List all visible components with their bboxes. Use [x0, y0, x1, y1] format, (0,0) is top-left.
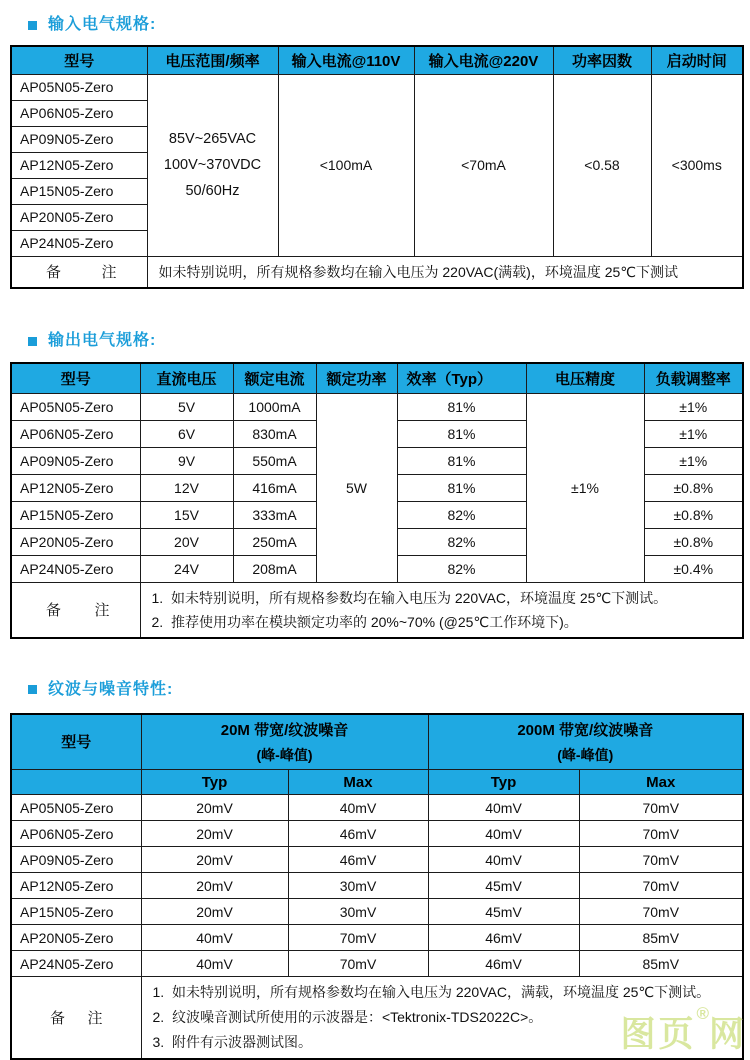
load-regulation-cell: ±1%: [644, 420, 743, 447]
efficiency-cell: 82%: [397, 501, 526, 528]
header-cell-model: 型号: [11, 363, 140, 393]
typ-20m-cell: 20mV: [141, 795, 288, 821]
table-row: [11, 925, 743, 951]
voltage-range-line: 85V~265VAC: [148, 126, 278, 152]
max-200m-cell: 70mV: [579, 847, 743, 873]
typ-20m-cell: 20mV: [141, 821, 288, 847]
remark-label-char: 注: [101, 261, 116, 282]
model-cell: AP09N05-Zero: [11, 447, 140, 474]
typ-20m-cell: 40mV: [141, 951, 288, 977]
bw200-title: 200M 带宽/纹波噪音: [429, 718, 743, 744]
header-cell-load-regulation: 负载调整率: [644, 363, 743, 393]
remark-line: 2. 纹波噪音测试所使用的示波器是：<Tektronix-TDS2022C>。: [153, 1005, 743, 1030]
model-cell: AP05N05-Zero: [11, 74, 147, 100]
efficiency-cell: 82%: [397, 528, 526, 555]
remark-line: 2. 推荐使用功率在模块额定功率的 20%~70% (@25℃工作环境下)。: [152, 610, 743, 634]
remark-text-cell: [140, 582, 743, 638]
model-cell: AP15N05-Zero: [11, 899, 141, 925]
header-cell-startup-time: 启动时间: [651, 46, 743, 74]
subheader-row: [11, 770, 743, 795]
dc-voltage-cell: 24V: [140, 555, 233, 582]
voltage-range-line: 100V~370VDC: [148, 152, 278, 178]
model-cell: AP09N05-Zero: [11, 126, 147, 152]
bw20-subtitle: (峰-峰值): [142, 744, 428, 766]
voltage-accuracy-cell: ±1%: [526, 393, 644, 582]
header-cell-model: 型号: [11, 46, 147, 74]
max-20m-cell: 30mV: [288, 873, 428, 899]
remark-label-char: 备: [46, 599, 61, 620]
remark-label-char: 备: [50, 1007, 65, 1028]
header-cell-max-20m: Max: [288, 770, 428, 795]
max-20m-cell: 40mV: [288, 795, 428, 821]
header-row: [11, 363, 743, 393]
model-cell: AP06N05-Zero: [11, 821, 141, 847]
watermark-text: 网: [709, 1015, 747, 1054]
input-current-110-cell: <100mA: [278, 74, 414, 256]
table-row: [11, 951, 743, 977]
typ-200m-cell: 46mV: [428, 925, 579, 951]
section-title-input: [28, 14, 742, 36]
remark-label: [12, 599, 140, 620]
load-regulation-cell: ±0.8%: [644, 501, 743, 528]
dc-voltage-cell: 9V: [140, 447, 233, 474]
header-cell-rated-power: 额定功率: [316, 363, 397, 393]
remark-label-char: 备: [46, 261, 61, 282]
remark-text: 如未特别说明，所有规格参数均在输入电压为 220VAC(满载)，环境温度 25℃下测试: [147, 256, 743, 288]
section-title-text: 输入电气规格:: [48, 14, 156, 36]
max-200m-cell: 85mV: [579, 925, 743, 951]
model-cell: AP15N05-Zero: [11, 178, 147, 204]
bw20-title: 20M 带宽/纹波噪音: [142, 718, 428, 744]
model-cell: AP24N05-Zero: [11, 555, 140, 582]
model-cell: AP12N05-Zero: [11, 474, 140, 501]
header-cell-rated-current: 额定电流: [233, 363, 316, 393]
max-200m-cell: 85mV: [579, 951, 743, 977]
model-cell: AP06N05-Zero: [11, 100, 147, 126]
typ-20m-cell: 40mV: [141, 925, 288, 951]
model-cell: AP05N05-Zero: [11, 393, 140, 420]
remark-line: 3. 附件有示波器测试图。: [153, 1030, 743, 1055]
max-200m-cell: 70mV: [579, 795, 743, 821]
registered-mark-icon: ®: [696, 1004, 709, 1023]
model-cell: AP12N05-Zero: [11, 152, 147, 178]
max-200m-cell: 70mV: [579, 899, 743, 925]
remark-label: [12, 261, 147, 282]
model-cell: AP12N05-Zero: [11, 873, 141, 899]
typ-200m-cell: 40mV: [428, 795, 579, 821]
rated-current-cell: 830mA: [233, 420, 316, 447]
typ-20m-cell: 20mV: [141, 873, 288, 899]
max-200m-cell: 70mV: [579, 821, 743, 847]
section-title-text: 输出电气规格:: [48, 330, 156, 352]
header-cell-voltage-range: 电压范围/频率: [147, 46, 278, 74]
header-row: [11, 46, 743, 74]
efficiency-cell: 82%: [397, 555, 526, 582]
power-factor-cell: <0.58: [553, 74, 651, 256]
section-title-text: 纹波与噪音特性:: [48, 679, 173, 701]
typ-20m-cell: 20mV: [141, 899, 288, 925]
table-row: [11, 847, 743, 873]
header-cell-bw200: [428, 714, 743, 770]
header-cell-efficiency: 效率（Typ）: [397, 363, 526, 393]
table-row: [11, 74, 743, 100]
max-20m-cell: 46mV: [288, 847, 428, 873]
typ-200m-cell: 40mV: [428, 821, 579, 847]
header-cell-current-110: 输入电流@110V: [278, 46, 414, 74]
rated-current-cell: 250mA: [233, 528, 316, 555]
max-20m-cell: 46mV: [288, 821, 428, 847]
header-cell-model: 型号: [11, 714, 141, 770]
max-20m-cell: 70mV: [288, 925, 428, 951]
efficiency-cell: 81%: [397, 474, 526, 501]
section-title-ripple: [28, 679, 742, 701]
input-spec-table: [10, 45, 744, 289]
efficiency-cell: 81%: [397, 420, 526, 447]
bw200-subtitle: (峰-峰值): [429, 744, 743, 766]
typ-200m-cell: 46mV: [428, 951, 579, 977]
header-cell-voltage-accuracy: 电压精度: [526, 363, 644, 393]
table-row: [11, 795, 743, 821]
header-cell-typ-20m: Typ: [141, 770, 288, 795]
voltage-range-cell: [147, 74, 278, 256]
rated-current-cell: 208mA: [233, 555, 316, 582]
remark-label-cell: [11, 977, 141, 1060]
watermark-logo: [620, 1017, 747, 1052]
table-row: [11, 899, 743, 925]
ripple-noise-table: [10, 713, 744, 1060]
dc-voltage-cell: 6V: [140, 420, 233, 447]
remark-line: 1. 如未特别说明，所有规格参数均在输入电压为 220VAC，环境温度 25℃下测试。: [152, 586, 743, 610]
dc-voltage-cell: 5V: [140, 393, 233, 420]
table-row: [11, 393, 743, 420]
table-row: [11, 821, 743, 847]
remark-label-char: 注: [94, 599, 109, 620]
output-spec-table: [10, 362, 744, 639]
watermark-text: 图页: [620, 1015, 696, 1054]
model-cell: AP15N05-Zero: [11, 501, 140, 528]
max-20m-cell: 70mV: [288, 951, 428, 977]
model-cell: AP05N05-Zero: [11, 795, 141, 821]
rated-current-cell: 1000mA: [233, 393, 316, 420]
header-cell-typ-200m: Typ: [428, 770, 579, 795]
model-cell: AP24N05-Zero: [11, 230, 147, 256]
remark-line: 1. 如未特别说明，所有规格参数均在输入电压为 220VAC，满载，环境温度 25℃下测试。: [153, 980, 743, 1005]
model-cell: AP20N05-Zero: [11, 925, 141, 951]
header-cell-max-200m: Max: [579, 770, 743, 795]
rated-power-cell: 5W: [316, 393, 397, 582]
dc-voltage-cell: 20V: [140, 528, 233, 555]
load-regulation-cell: ±0.8%: [644, 474, 743, 501]
max-20m-cell: 30mV: [288, 899, 428, 925]
remark-label-cell: [11, 256, 147, 288]
dc-voltage-cell: 12V: [140, 474, 233, 501]
header-cell-dc-voltage: 直流电压: [140, 363, 233, 393]
typ-200m-cell: 45mV: [428, 899, 579, 925]
load-regulation-cell: ±0.4%: [644, 555, 743, 582]
typ-200m-cell: 40mV: [428, 847, 579, 873]
typ-200m-cell: 45mV: [428, 873, 579, 899]
load-regulation-cell: ±1%: [644, 393, 743, 420]
section-title-output: [28, 330, 742, 352]
remark-row: [11, 582, 743, 638]
input-current-220-cell: <70mA: [414, 74, 553, 256]
remark-label-char: 注: [87, 1007, 102, 1028]
model-cell: AP20N05-Zero: [11, 204, 147, 230]
startup-time-cell: <300ms: [651, 74, 743, 256]
load-regulation-cell: ±1%: [644, 447, 743, 474]
voltage-range-line: 50/60Hz: [148, 178, 278, 204]
typ-20m-cell: 20mV: [141, 847, 288, 873]
header-cell-power-factor: 功率因数: [553, 46, 651, 74]
efficiency-cell: 81%: [397, 447, 526, 474]
table-row: [11, 873, 743, 899]
header-cell-current-220: 输入电流@220V: [414, 46, 553, 74]
bullet-square-icon: [28, 21, 37, 30]
remark-label-cell: [11, 582, 140, 638]
rated-current-cell: 416mA: [233, 474, 316, 501]
load-regulation-cell: ±0.8%: [644, 528, 743, 555]
header-row: [11, 714, 743, 770]
efficiency-cell: 81%: [397, 393, 526, 420]
dc-voltage-cell: 15V: [140, 501, 233, 528]
model-cell: AP06N05-Zero: [11, 420, 140, 447]
model-cell: AP09N05-Zero: [11, 847, 141, 873]
rated-current-cell: 550mA: [233, 447, 316, 474]
remark-row: [11, 256, 743, 288]
bullet-square-icon: [28, 685, 37, 694]
bullet-square-icon: [28, 337, 37, 346]
model-cell: AP20N05-Zero: [11, 528, 140, 555]
empty-header-cell: [11, 770, 141, 795]
rated-current-cell: 333mA: [233, 501, 316, 528]
max-200m-cell: 70mV: [579, 873, 743, 899]
remark-label: [12, 1007, 141, 1028]
header-cell-bw20: [141, 714, 428, 770]
model-cell: AP24N05-Zero: [11, 951, 141, 977]
